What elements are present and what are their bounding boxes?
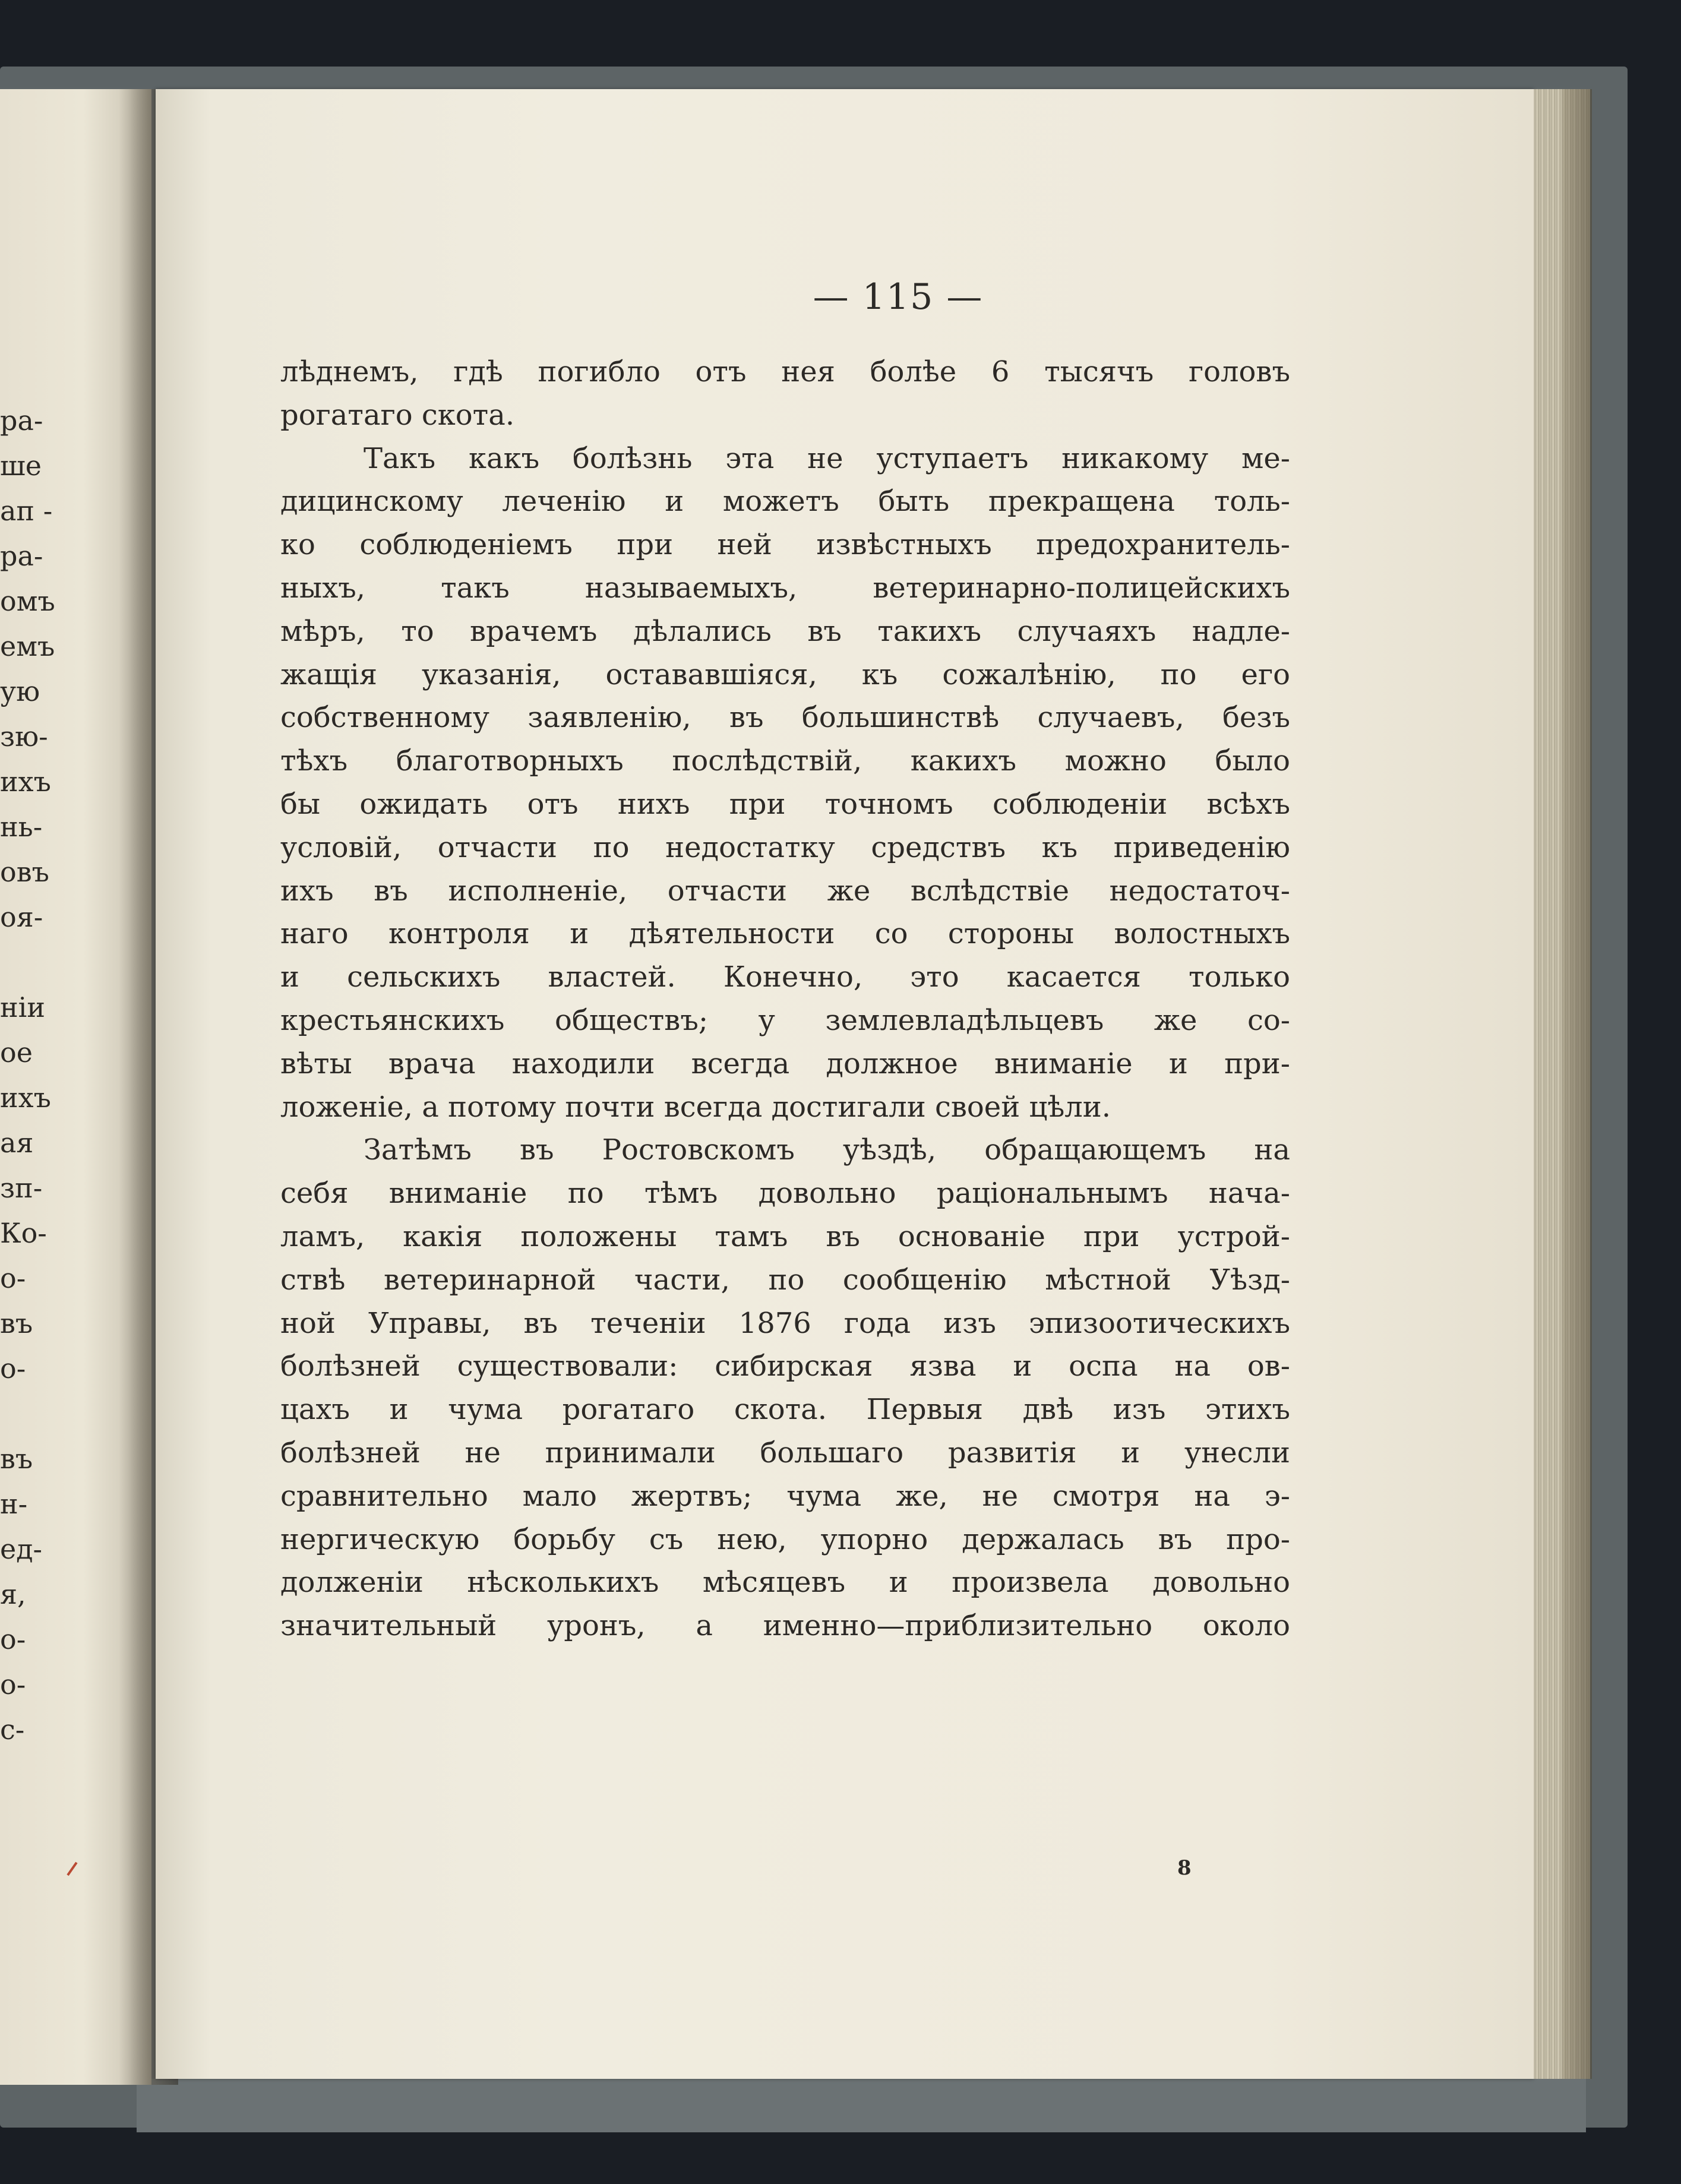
right-page: [156, 89, 1534, 2079]
text-line: условій, отчасти по недостатку средствъ къ приведенію: [280, 830, 1290, 864]
left-text-fragment: ое: [0, 1036, 33, 1069]
text-line: ныхъ, такъ называемыхъ, ветеринарно-полицейскихъ: [280, 571, 1290, 605]
left-text-fragment: ше: [0, 450, 42, 482]
text-line: цахъ и чума рогатаго скота. Первыя двѣ изъ этихъ: [280, 1393, 1290, 1427]
text-line: наго контроля и дѣятельности со стороны волостныхъ: [280, 917, 1290, 951]
left-text-fragment: ед-: [0, 1533, 43, 1565]
text-line: и сельскихъ властей. Конечно, это касается только: [280, 960, 1290, 994]
text-line: жащія указанія, остававшіяся, къ сожалѣнію, по его: [280, 658, 1290, 691]
left-text-fragment: оя-: [0, 901, 43, 933]
left-text-fragment: зю-: [0, 720, 48, 753]
text-line: нергическую борьбу съ нею, упорно держалась въ про-: [280, 1522, 1290, 1556]
left-text-fragment: н-: [0, 1488, 28, 1520]
text-line: бы ожидать отъ нихъ при точномъ соблюденіи всѣхъ: [280, 787, 1290, 821]
left-text-fragment: ап -: [0, 495, 53, 527]
left-text-fragment: ра-: [0, 540, 43, 572]
text-line: ихъ въ исполненіе, отчасти же вслѣдствіе недостаточ-: [280, 874, 1290, 908]
left-text-fragment: овъ: [0, 856, 49, 888]
text-line: болѣзней существовали: сибирская язва и оспа на ов-: [280, 1349, 1290, 1383]
signature-mark: 8: [1177, 1856, 1192, 1880]
left-text-fragment: ую: [0, 675, 40, 707]
left-text-fragment: въ: [0, 1307, 33, 1339]
text-line: крестьянскихъ обществъ; у землевладѣльцевъ же со-: [280, 1003, 1290, 1037]
left-text-fragment: ніи: [0, 991, 46, 1023]
text-line: лѣднемъ, гдѣ погибло отъ нея болѣе 6 тысячъ головъ: [280, 355, 1290, 388]
left-text-fragment: [0, 1391, 119, 1436]
left-text-fragment: зп-: [0, 1172, 43, 1204]
text-line: Такъ какъ болѣзнь эта не уступаетъ никакому ме-: [364, 441, 1290, 475]
left-text-fragment: ихъ: [0, 1082, 51, 1114]
left-text-fragment: ихъ: [0, 766, 51, 798]
left-text-fragment: о-: [0, 1352, 26, 1385]
page-edges-shadow: [1562, 89, 1592, 2079]
book-cover-edge: [137, 2079, 1586, 2132]
page-number: — 115 —: [813, 276, 984, 318]
left-text-fragment: [0, 940, 119, 985]
left-text-fragment: ая: [0, 1127, 34, 1159]
text-line: вѣты врача находили всегда должное вниманіе и при-: [280, 1047, 1290, 1080]
left-text-fragment: я,: [0, 1578, 26, 1610]
left-text-fragment: въ: [0, 1443, 33, 1475]
left-text-fragment: емъ: [0, 630, 55, 662]
text-line: собственному заявленію, въ большинствѣ случаевъ, безъ: [280, 701, 1290, 735]
text-line: болѣзней не принимали большаго развитія и унесли: [280, 1436, 1290, 1469]
page-body-text: [280, 350, 1290, 1648]
text-line: ствѣ ветеринарной части, по сообщенію мѣстной Уѣзд-: [280, 1263, 1290, 1297]
text-line: ламъ, какія положены тамъ въ основаніе при устрой-: [280, 1219, 1290, 1253]
text-line: ложеніе, а потому почти всегда достигали своей цѣли.: [280, 1090, 1111, 1124]
text-line: себя вниманіе по тѣмъ довольно раціональнымъ нача-: [280, 1177, 1290, 1210]
text-line: долженіи нѣсколькихъ мѣсяцевъ и произвела довольно: [280, 1566, 1290, 1600]
left-page-text-fragments: [0, 398, 119, 1752]
text-line: ной Управы, въ теченіи 1876 года изъ эпизоотическихъ: [280, 1306, 1290, 1340]
text-line: рогатаго скота.: [280, 398, 515, 432]
left-text-fragment: о-: [0, 1623, 26, 1655]
left-text-fragment: Ко-: [0, 1217, 47, 1249]
text-line: дицинскому леченію и можетъ быть прекращена толь-: [280, 485, 1290, 519]
text-line: значительный уронъ, а именно—приблизительно около: [280, 1609, 1290, 1643]
text-line: ко соблюденіемъ при ней извѣстныхъ предохранитель-: [280, 528, 1290, 562]
left-text-fragment: о-: [0, 1262, 26, 1294]
left-text-fragment: с-: [0, 1714, 25, 1746]
text-line: мѣръ, то врачемъ дѣлались въ такихъ случаяхъ надле-: [280, 614, 1290, 648]
left-text-fragment: нь-: [0, 811, 43, 843]
left-text-fragment: омъ: [0, 585, 55, 617]
text-line: тѣхъ благотворныхъ послѣдствій, какихъ можно было: [280, 744, 1290, 778]
left-text-fragment: о-: [0, 1668, 26, 1701]
text-line: Затѣмъ въ Ростовскомъ уѣздѣ, обращающемъ на: [364, 1133, 1290, 1167]
left-text-fragment: ра-: [0, 404, 43, 437]
text-line: сравнительно мало жертвъ; чума же, не смотря на э-: [280, 1479, 1290, 1513]
